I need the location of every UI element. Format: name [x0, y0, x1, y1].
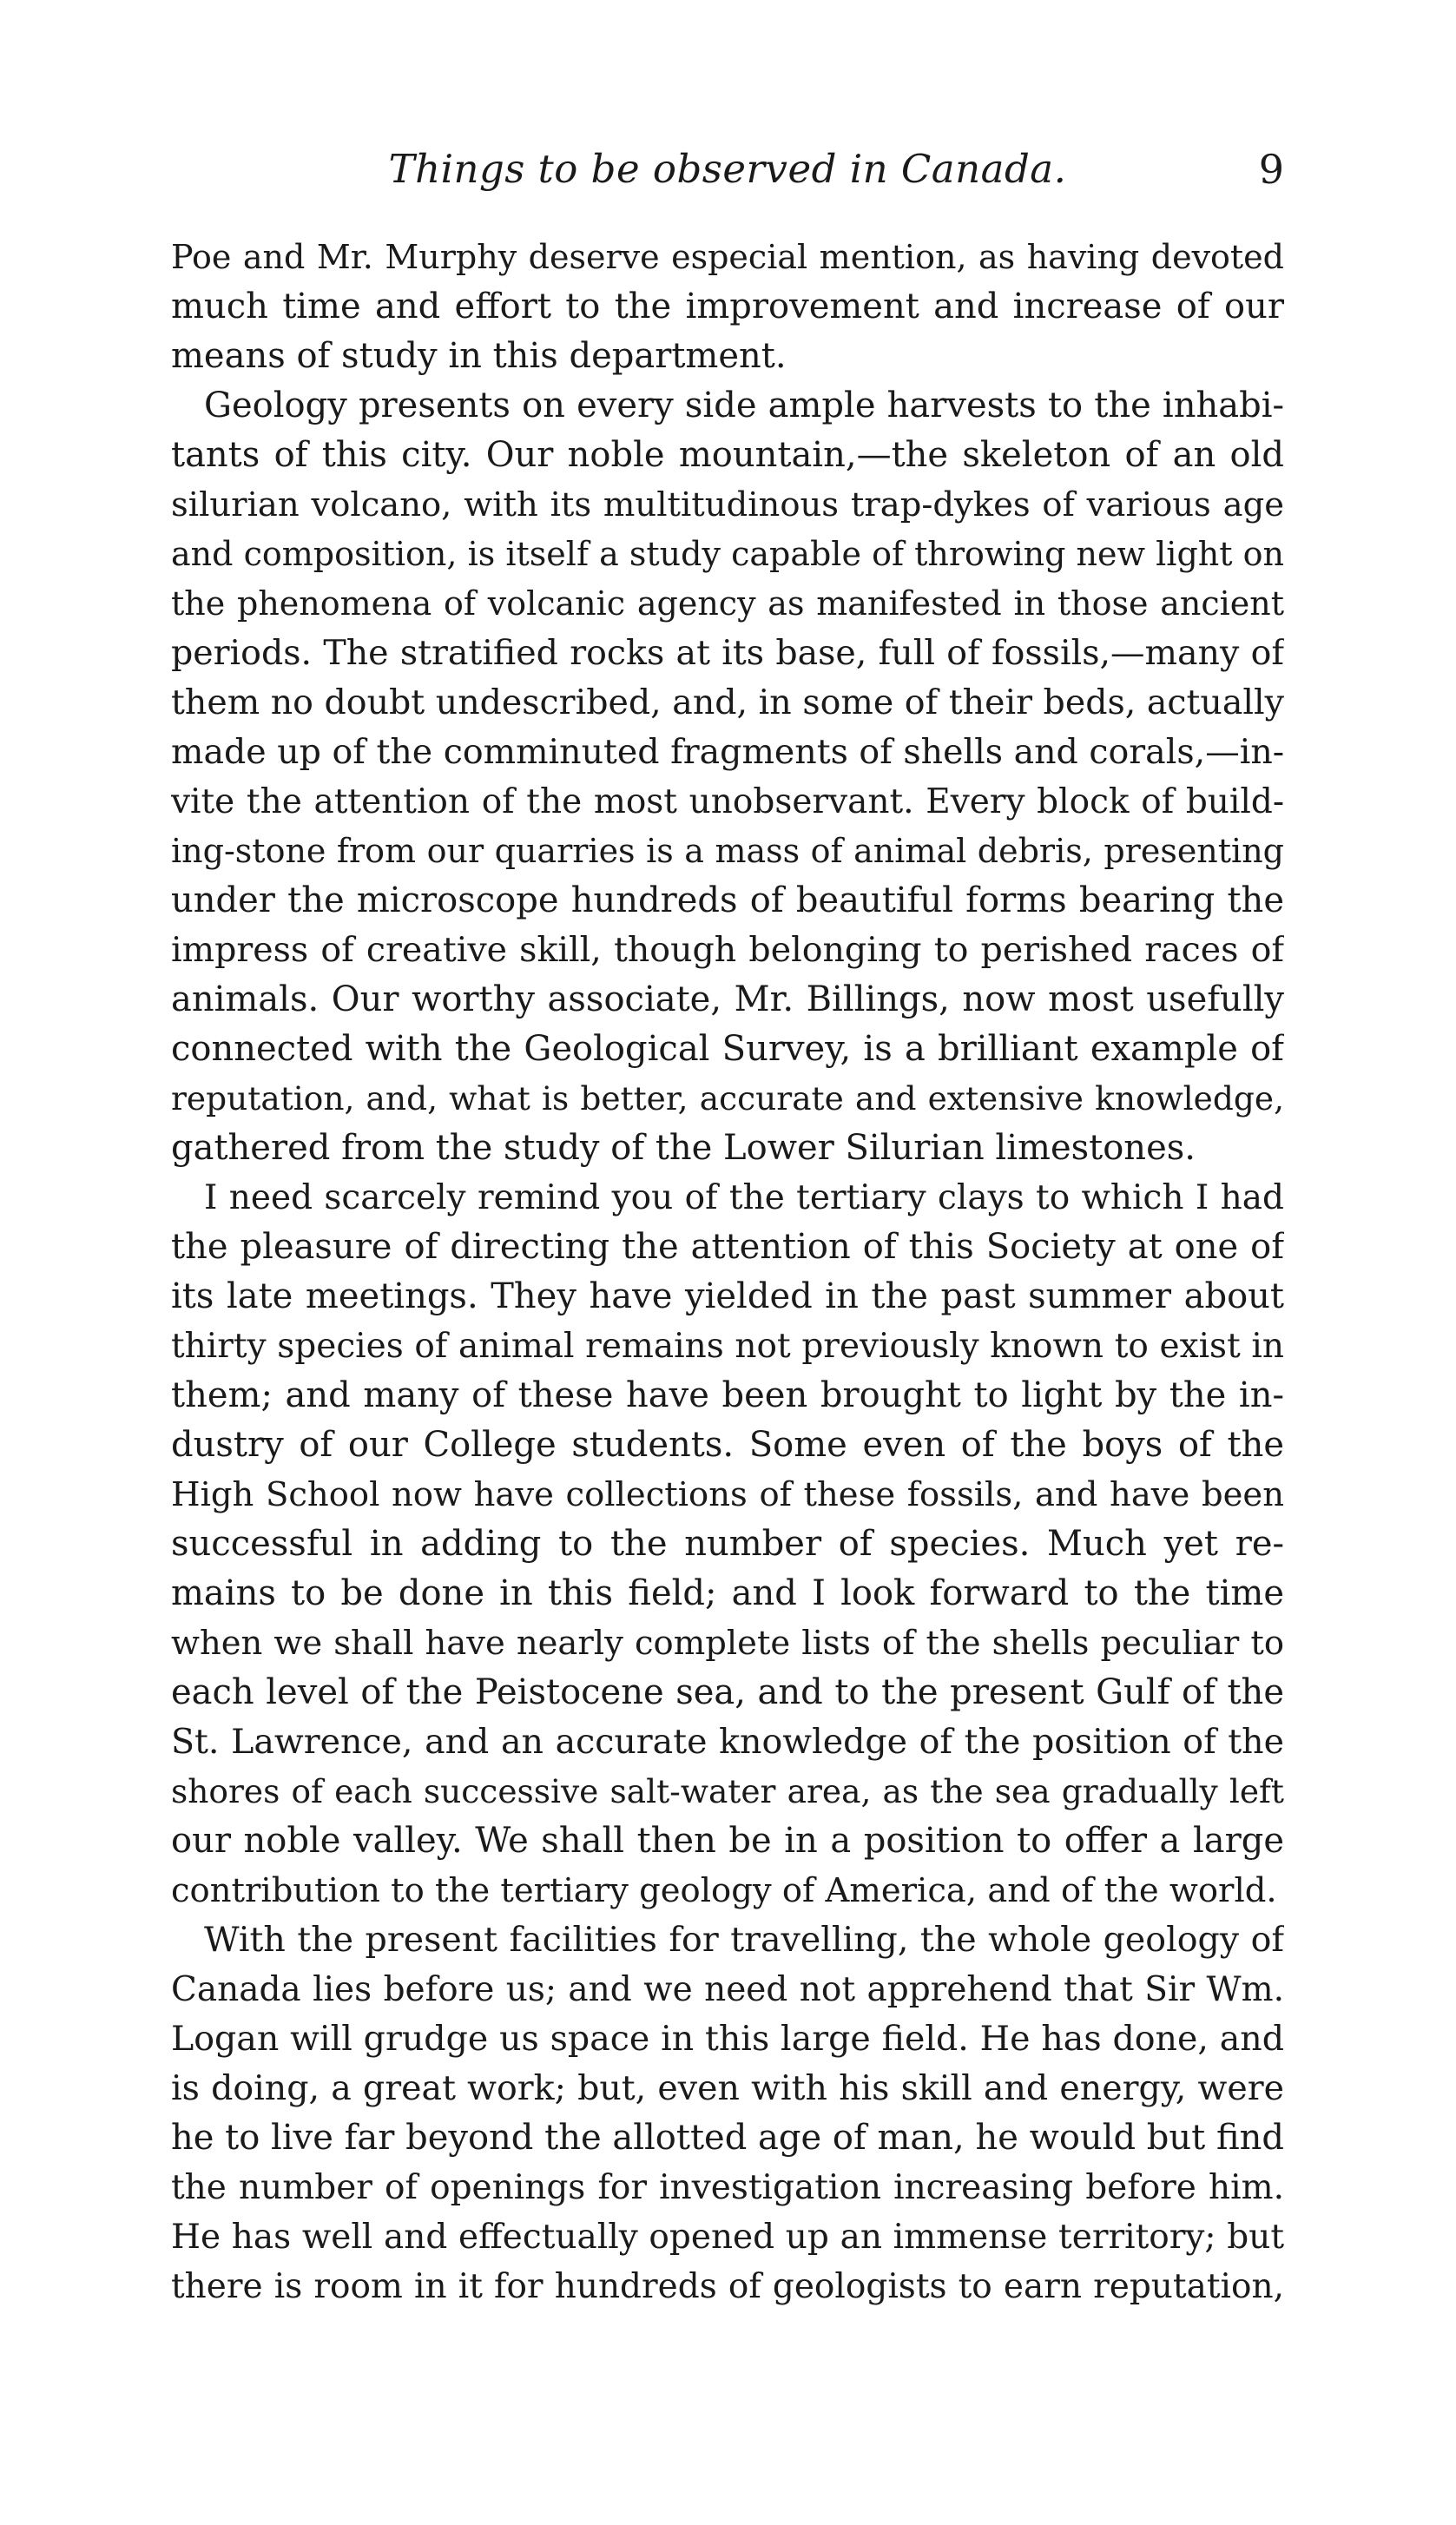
- text-line: tants of this city. Our noble mountain,—the skeleton of an old: [171, 435, 1284, 475]
- text-line: reputation, and, what is better, accurate and extensive knowledge,: [171, 1079, 1284, 1117]
- paragraph: [171, 1915, 1284, 2311]
- paragraph: [171, 233, 1284, 381]
- text-line: is doing, a great work; but, even with his skill and energy, were: [171, 2068, 1284, 2108]
- text-line: much time and effort to the improvement and increase of our: [171, 287, 1284, 326]
- text-line: gathered from the study of the Lower Silurian limestones.: [171, 1128, 1196, 1168]
- text-line: I need scarcely remind you of the tertiary clays to which I had: [204, 1178, 1284, 1217]
- text-line: vite the attention of the most unobservant. Every block of build-: [171, 782, 1284, 821]
- text-line: Geology presents on every side ample harvests to the inhabi-: [204, 386, 1284, 425]
- text-line: he to live far beyond the allotted age of man, he would but find: [171, 2118, 1284, 2158]
- running-title: Things to be observed in Canada.: [388, 146, 1067, 192]
- paragraph: [171, 381, 1284, 1173]
- text-line: means of study in this department.: [171, 336, 787, 376]
- text-line: ing-stone from our quarries is a mass of animal debris, presenting: [171, 832, 1284, 870]
- running-head: [171, 139, 1284, 200]
- text-line: successful in adding to the number of species. Much yet re-: [171, 1524, 1284, 1564]
- text-line: each level of the Peistocene sea, and to the present Gulf of the: [171, 1672, 1284, 1712]
- text-line: Logan will grudge us space in this large field. He has done, and: [171, 2019, 1284, 2059]
- text-line: He has well and effectually opened up an immense territory; but: [171, 2218, 1284, 2257]
- text-line: St. Lawrence, and an accurate knowledge of the position of the: [171, 1722, 1284, 1762]
- text-line: there is room in it for hundreds of geologists to earn reputation,: [171, 2267, 1284, 2306]
- text-line: thirty species of animal remains not previously known to exist in: [171, 1327, 1284, 1366]
- paragraph: [171, 1173, 1284, 1915]
- text-line: the phenomena of volcanic agency as manifested in those ancient: [171, 584, 1284, 623]
- text-line: High School now have collections of these fossils, and have been: [171, 1475, 1284, 1514]
- text-line: made up of the comminuted fragments of shells and corals,—in-: [171, 732, 1284, 772]
- page-number: 9: [1258, 146, 1284, 193]
- text-line: them no doubt undescribed, and, in some of their beds, actually: [171, 682, 1284, 722]
- text-line: Poe and Mr. Murphy deserve especial mention, as having devoted: [171, 238, 1284, 276]
- body-text: [171, 233, 1284, 2311]
- text-line: mains to be done in this field; and I look forward to the time: [171, 1573, 1284, 1613]
- text-line: periods. The stratified rocks at its base, full of fossils,—many of: [171, 633, 1284, 673]
- text-line: dustry of our College students. Some even of the boys of the: [171, 1425, 1284, 1465]
- text-line: the pleasure of directing the attention of this Society at one of: [171, 1227, 1284, 1267]
- text-line: shores of each successive salt-water area, as the sea gradually left: [171, 1772, 1284, 1810]
- text-line: connected with the Geological Survey, is a brilliant example of: [171, 1029, 1284, 1069]
- text-line: Canada lies before us; and we need not apprehend that Sir Wm.: [171, 1970, 1284, 2009]
- text-line: and composition, is itself a study capable of throwing new light on: [171, 535, 1284, 573]
- text-line: contribution to the tertiary geology of America, and of the world.: [171, 1871, 1277, 1910]
- text-line: With the present facilities for travelling, the whole geology of: [204, 1920, 1284, 1960]
- text-line: them; and many of these have been brought to light by the in-: [171, 1375, 1284, 1415]
- text-line: when we shall have nearly complete lists of the shells peculiar to: [171, 1624, 1284, 1663]
- text-line: its late meetings. They have yielded in the past summer about: [171, 1276, 1284, 1316]
- text-line: under the microscope hundreds of beautiful forms bearing the: [171, 880, 1284, 920]
- text-line: animals. Our worthy associate, Mr. Billings, now most usefully: [171, 979, 1284, 1019]
- text-line: impress of creative skill, though belonging to perished races of: [171, 930, 1284, 970]
- text-line: our noble valley. We shall then be in a position to offer a large: [171, 1821, 1284, 1861]
- text-line: silurian volcano, with its multitudinous trap-dykes of various age: [171, 485, 1284, 524]
- text-line: the number of openings for investigation increasing before him.: [171, 2168, 1284, 2207]
